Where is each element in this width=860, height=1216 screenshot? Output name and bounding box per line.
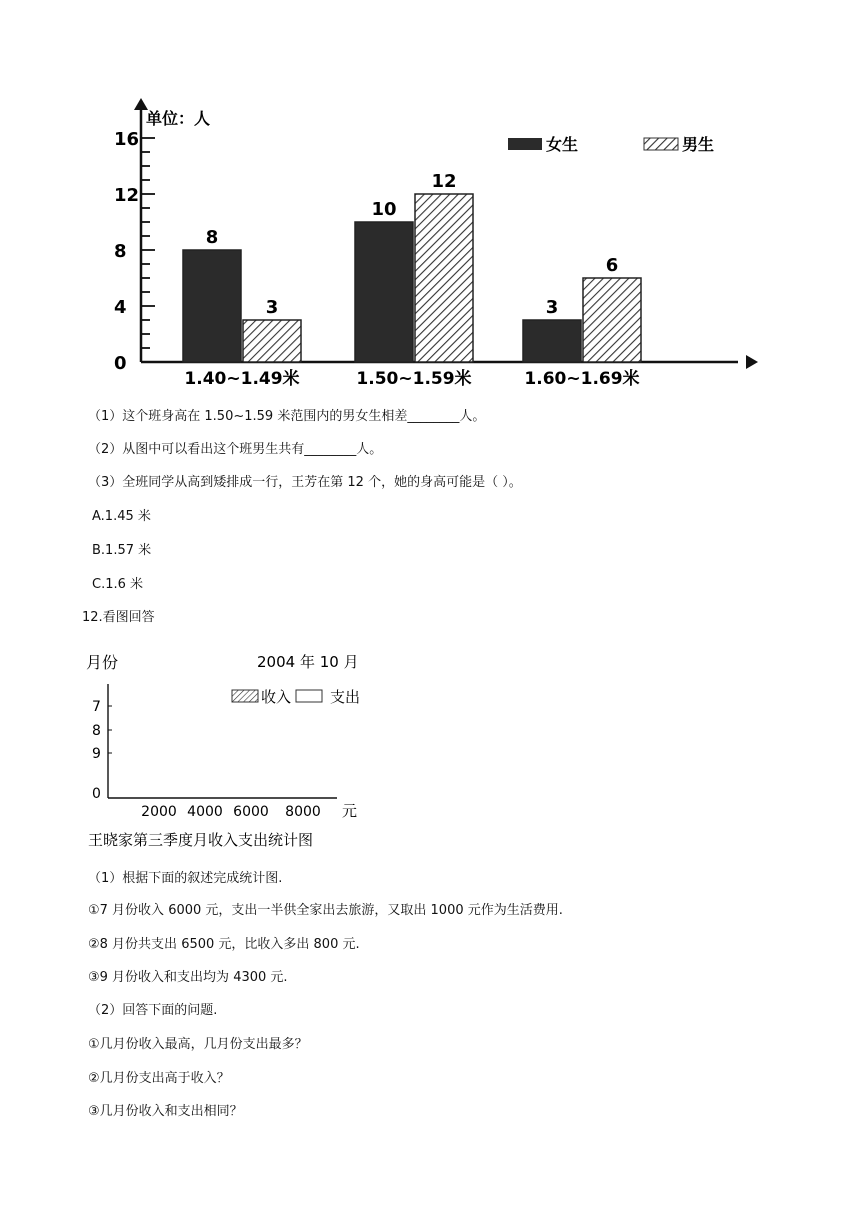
unit-label: 单位：人 — [146, 109, 211, 128]
legend-label-girls: 女生 — [546, 135, 579, 154]
legend-swatch-boys — [644, 138, 678, 150]
option-c: C.1.6 米 — [92, 577, 144, 592]
question-12-heading: 12.看图回答 — [82, 610, 155, 625]
height-bar-chart — [110, 92, 770, 392]
y-tick-label: 9 — [92, 746, 101, 762]
bar-boys — [583, 278, 641, 362]
category-label: 1.50~1.59米 — [356, 369, 472, 389]
y-tick-label: 4 — [114, 297, 127, 318]
legend-label-boys: 男生 — [682, 135, 715, 154]
y-tick-label: 0 — [92, 786, 101, 802]
bar-boys — [415, 194, 473, 362]
question-2-2: ②几月份支出高于收入？ — [88, 1071, 230, 1086]
bar-girls — [183, 250, 241, 362]
income-expense-chart — [82, 648, 382, 853]
bar-value-label: 12 — [431, 171, 457, 192]
x-tick-label: 8000 — [285, 804, 321, 820]
y-tick-label: 8 — [92, 723, 101, 739]
part-2-instruction: （2）回答下面的问题. — [88, 1003, 218, 1018]
fact-2: ②8 月份共支出 6500 元，比收入多出 800 元. — [88, 937, 360, 952]
y-tick-label: 7 — [92, 699, 101, 715]
y-axis-label: 月份 — [86, 653, 119, 672]
question-1-3: （3）全班同学从高到矮排成一行，王芳在第 12 个，她的身高可能是（ ）。 — [88, 475, 522, 490]
y-tick-label: 12 — [114, 185, 140, 206]
question-1-1: （1）这个班身高在 1.50~1.59 米范围内的男女生相差________人。 — [88, 409, 486, 424]
option-a: A.1.45 米 — [92, 509, 151, 524]
legend-label-income: 收入 — [261, 688, 292, 706]
question-1-2: （2）从图中可以看出这个班男生共有________人。 — [88, 442, 383, 457]
x-axis-unit: 元 — [342, 802, 358, 820]
fact-3: ③9 月份收入和支出均为 4300 元. — [88, 970, 288, 985]
bar-girls — [355, 222, 413, 362]
chart-title: 2004 年 10 月 — [257, 653, 359, 671]
y-tick-label: 16 — [114, 129, 140, 150]
legend-swatch-expense — [296, 690, 322, 702]
legend — [508, 135, 714, 154]
option-b: B.1.57 米 — [92, 543, 152, 558]
y-tick-label: 8 — [114, 241, 127, 262]
legend-label-expense: 支出 — [330, 688, 361, 706]
y-tick-label: 0 — [114, 353, 127, 374]
bar-boys — [243, 320, 301, 362]
x-axis-arrow — [746, 355, 758, 369]
bar-girls — [523, 320, 581, 362]
part-1-instruction: （1）根据下面的叙述完成统计图. — [88, 871, 283, 886]
fact-1: ①7 月份收入 6000 元，支出一半供全家出去旅游，又取出 1000 元作为生活费用. — [88, 903, 563, 918]
category-label: 1.40~1.49米 — [184, 369, 300, 389]
question-2-1: ①几月份收入最高，几月份支出最多？ — [88, 1037, 308, 1052]
bar-value-label: 8 — [205, 227, 219, 248]
bar-value-label: 6 — [605, 255, 619, 276]
legend-swatch-girls — [508, 138, 542, 150]
category-label: 1.60~1.69米 — [524, 369, 640, 389]
x-tick-label: 6000 — [233, 804, 269, 820]
chart-caption: 王晓家第三季度月收入支出统计图 — [88, 831, 314, 849]
bar-value-label: 3 — [545, 297, 559, 318]
x-tick-label: 2000 — [141, 804, 177, 820]
x-tick-label: 4000 — [187, 804, 223, 820]
bar-value-label: 3 — [265, 297, 279, 318]
question-2-3: ③几月份收入和支出相同？ — [88, 1104, 243, 1119]
legend-swatch-income — [232, 690, 258, 702]
bar-value-label: 10 — [371, 199, 397, 220]
